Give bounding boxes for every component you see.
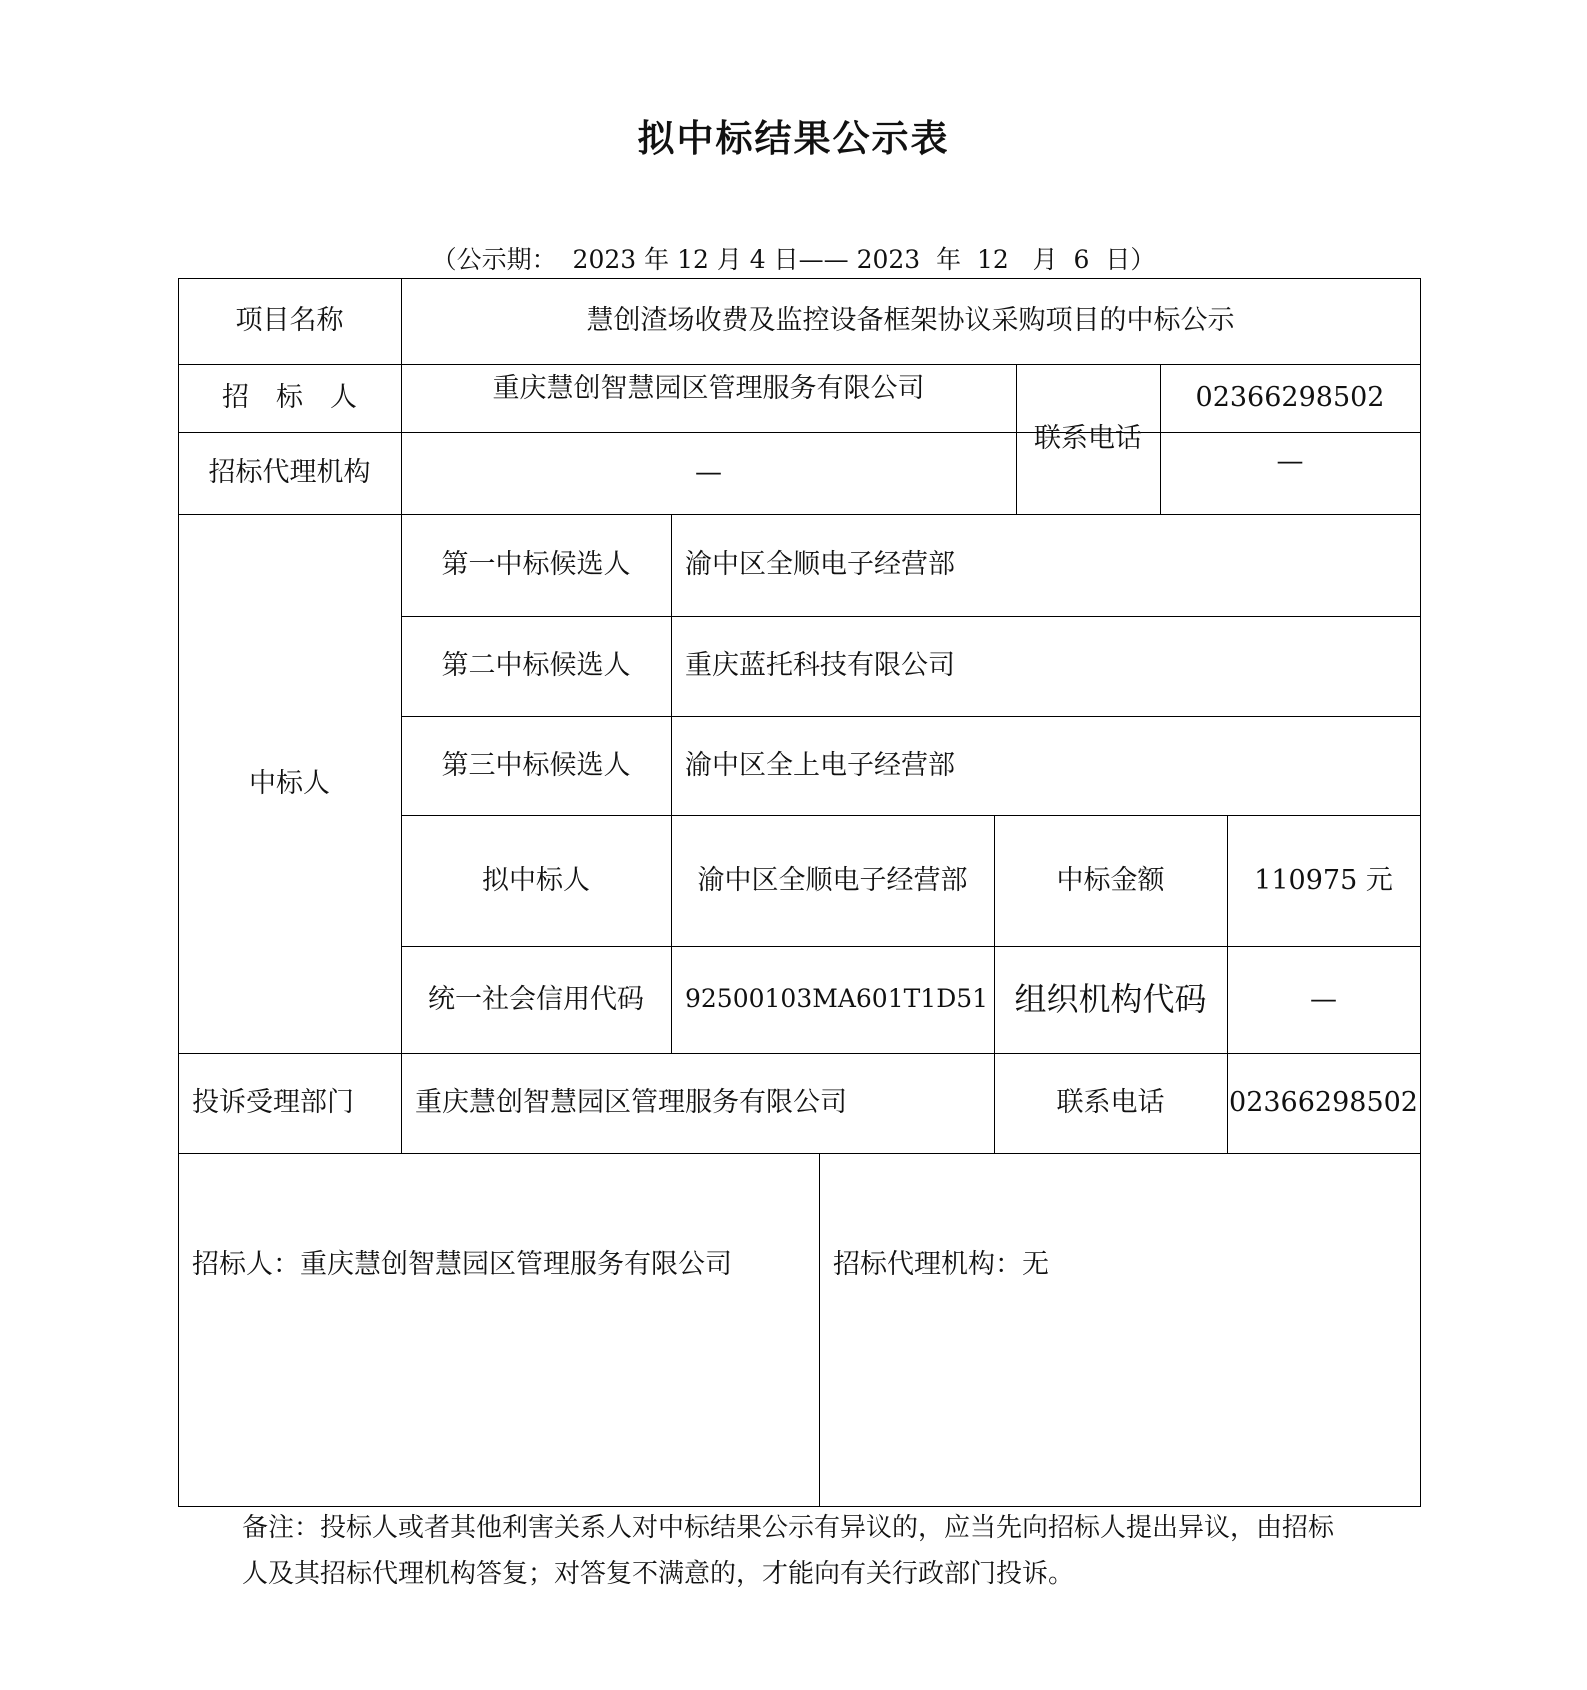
complaint-phone-value: 02366298502 (1229, 1087, 1418, 1119)
candidate-1-label: 第一中标候选人 (441, 549, 631, 581)
winner-label: 中标人 (249, 767, 330, 799)
candidate-3-label: 第三中标候选人 (441, 749, 631, 781)
project-name-label: 项目名称 (235, 305, 344, 337)
signature-tenderer: 招标人：重庆慧创智慧园区管理服务有限公司 (192, 1249, 732, 1281)
credit-code-value: 92500103MA601T1D51 (685, 984, 989, 1014)
complaint-phone-label: 联系电话 (1056, 1087, 1165, 1119)
org-code-value: — (1310, 983, 1337, 1015)
agency-value: — (695, 457, 722, 489)
publicity-period: （公示期： 2023 年 12 月 4 日—— 2023 年 12 月 6 日） (431, 245, 1156, 274)
project-name-value: 慧创渣场收费及监控设备框架协议采购项目的中标公示 (586, 305, 1235, 337)
complaint-dept-value: 重庆慧创智慧园区管理服务有限公司 (415, 1087, 847, 1119)
complaint-dept-label: 投诉受理部门 (192, 1087, 354, 1119)
candidate-2-label: 第二中标候选人 (441, 650, 631, 682)
org-code-label: 组织机构代码 (1014, 979, 1207, 1018)
bid-amount-label: 中标金额 (1056, 864, 1165, 896)
candidate-1-value: 渝中区全顺电子经营部 (685, 549, 955, 581)
proposed-winner-label: 拟中标人 (482, 864, 590, 896)
tenderer-value: 重庆慧创智慧园区管理服务有限公司 (492, 373, 925, 405)
bid-amount-value: 110975 元 (1254, 864, 1393, 896)
candidate-3-value: 渝中区全上电子经营部 (685, 749, 955, 781)
signature-agency: 招标代理机构：无 (833, 1249, 1049, 1281)
credit-code-label: 统一社会信用代码 (428, 983, 644, 1015)
candidate-2-value: 重庆蓝托科技有限公司 (685, 650, 955, 682)
proposed-winner-value: 渝中区全顺电子经营部 (697, 864, 968, 896)
remarks-note: 备注：投标人或者其他利害关系人对中标结果公示有异议的，应当先向招标人提出异议，由招标人及其招标代理机构答复；对答复不满意的，才能向有关行政部门投诉。 (242, 1513, 1335, 1589)
agency-label: 招标代理机构 (208, 457, 371, 489)
tenderer-label: 招 标 人 (222, 382, 357, 414)
page-title: 拟中标结果公示表 (637, 116, 950, 160)
agency-phone: — (1276, 446, 1304, 478)
tenderer-phone: 02366298502 (1195, 382, 1385, 414)
contact-phone-label: 联系电话 (1034, 423, 1142, 455)
